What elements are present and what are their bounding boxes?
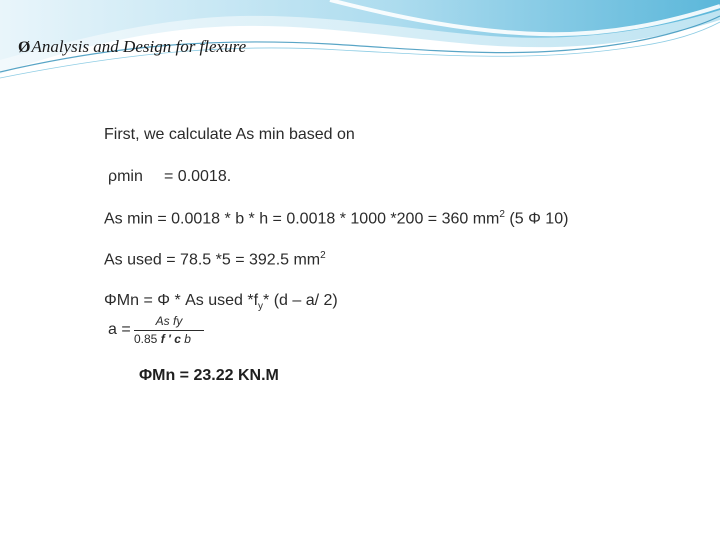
denominator-b: b [180, 332, 191, 346]
rho-min-value: = 0.0018. [164, 168, 232, 185]
intro-line: First, we calculate As min based on [104, 126, 355, 143]
as-used-text: As used = 78.5 *5 = 392.5 mm [104, 251, 321, 269]
a-fraction [134, 314, 204, 346]
title-bullet-icon: Ø [18, 39, 31, 56]
footer-faint [215, 506, 350, 518]
phi-mn-text-b: * (d – a/ 2) [263, 292, 338, 309]
as-min-bars: (5 Φ 10) [509, 210, 569, 228]
a-label: a = [108, 321, 131, 338]
slide-title [18, 37, 246, 57]
as-min-equation [104, 209, 568, 228]
title-text: Analysis and Design for flexure [31, 37, 247, 56]
as-min-exponent: 2 [499, 209, 505, 220]
fraction-bar [134, 330, 204, 331]
as-used-exponent: 2 [320, 250, 326, 261]
phi-mn-text-a: ΦMn = Φ * As used *f [104, 292, 259, 309]
as-min-text: As min = 0.0018 * b * h = 0.0018 * 1000 *200 = 360 mm [104, 210, 500, 228]
result-phi-mn: ΦMn = 23.22 KN.M [139, 367, 279, 384]
rho-min-label: ρmin [108, 168, 143, 185]
fraction-numerator: As fy [155, 314, 183, 328]
denominator-fc: f ′ c [160, 332, 181, 346]
as-used-equation [104, 250, 326, 269]
fraction-denominator [134, 332, 204, 346]
denominator-coeff: 0.85 [134, 332, 161, 346]
phi-mn-subscript: y [258, 301, 264, 313]
phi-mn-equation [104, 292, 338, 312]
